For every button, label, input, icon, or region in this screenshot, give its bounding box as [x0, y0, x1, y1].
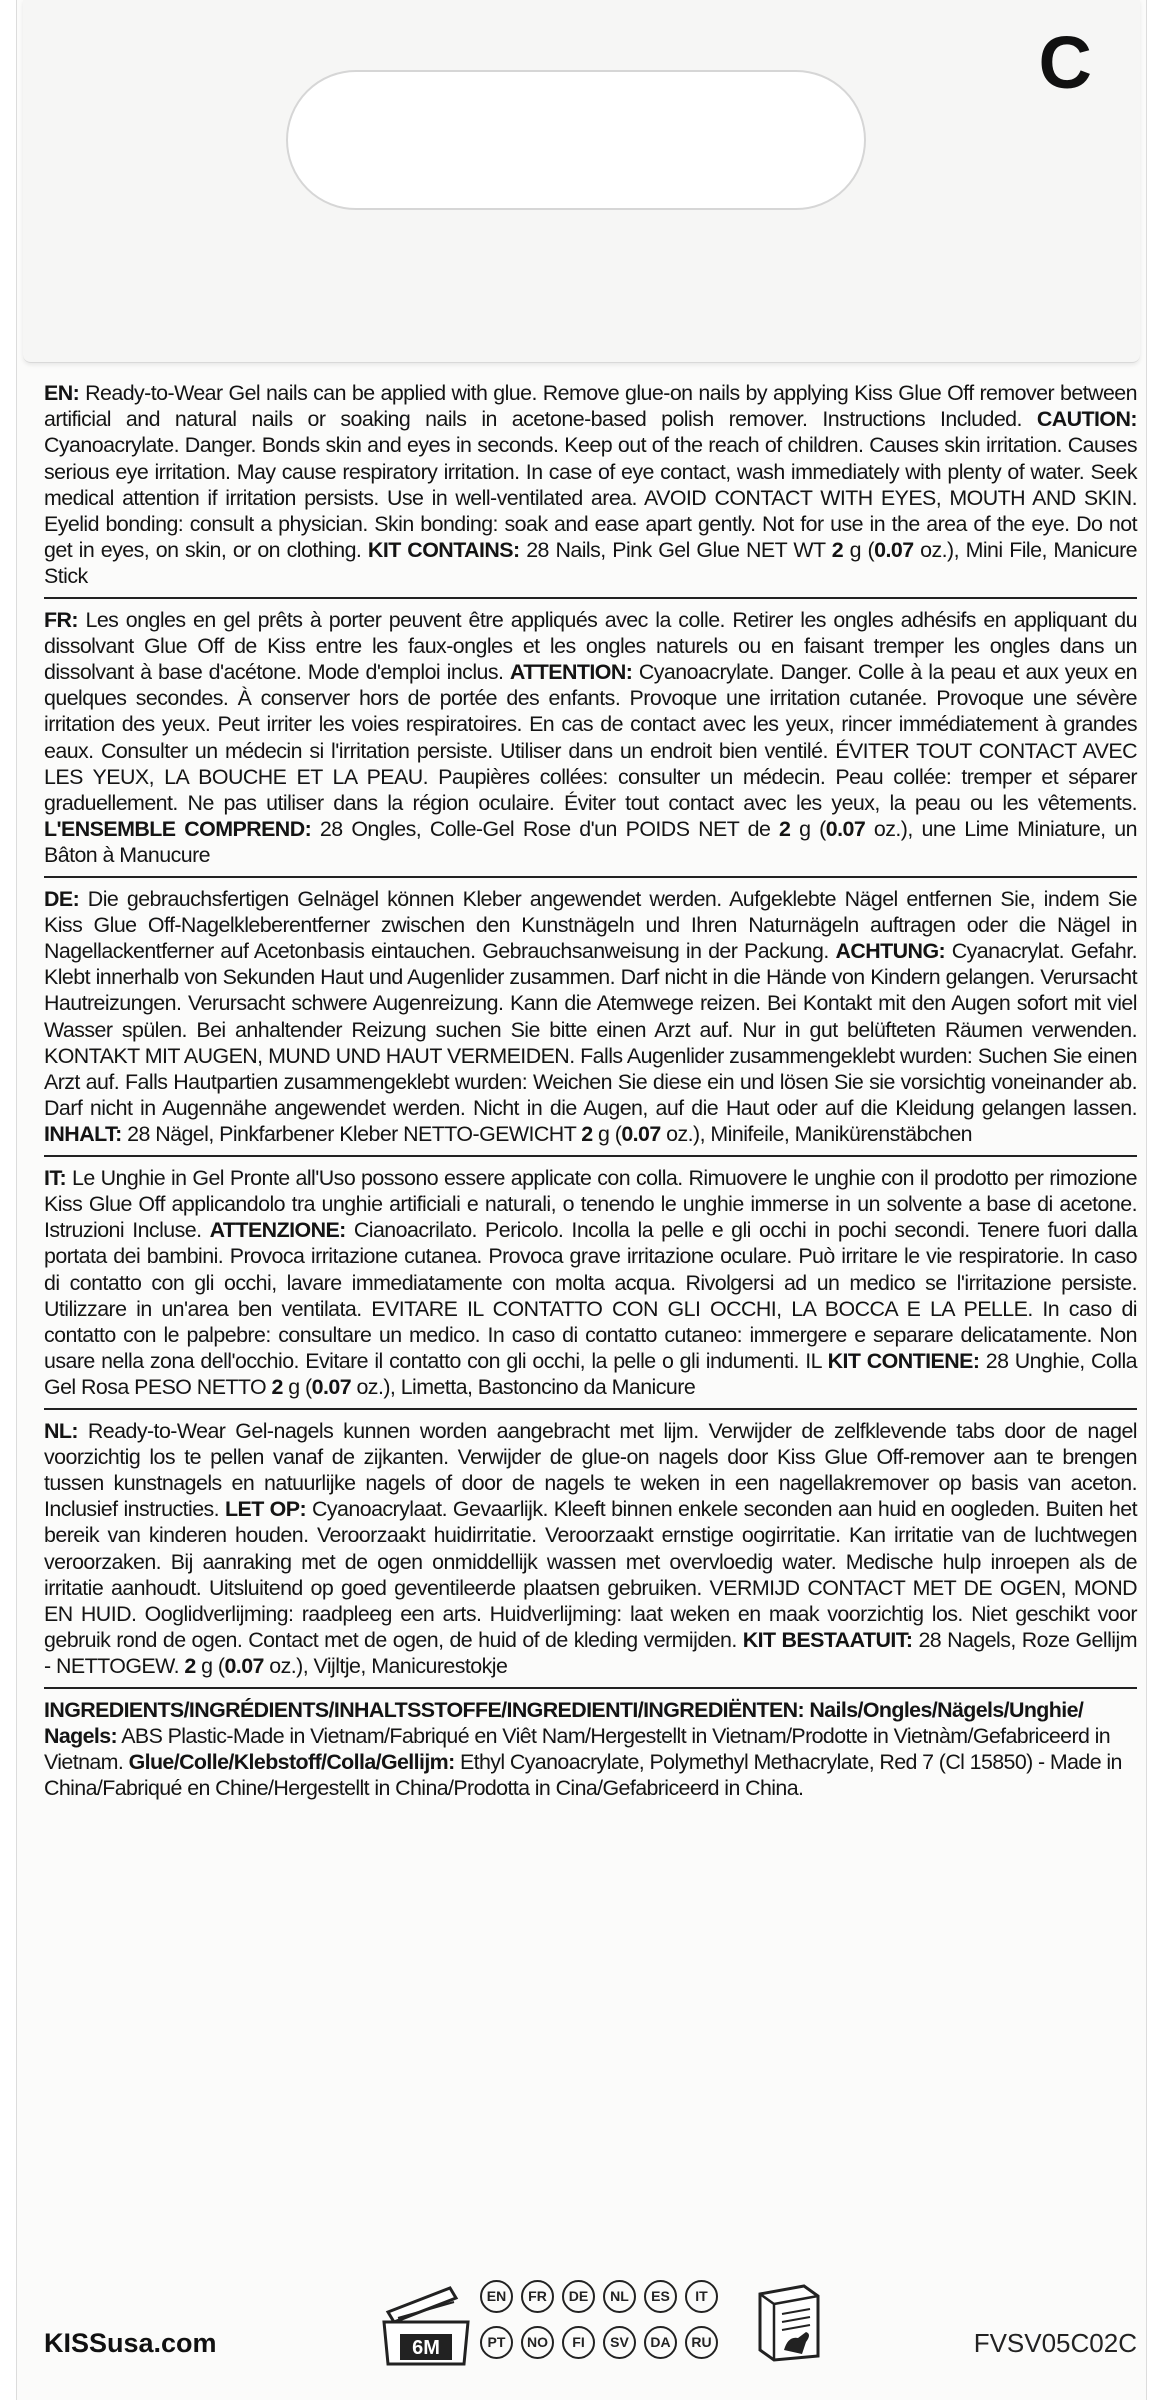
lang-badge-fr: FR	[521, 2280, 554, 2313]
variant-letter: C	[1038, 21, 1092, 104]
ingredients-heading: INGREDIENTS/INGRÉDIENTS/INHALTSSTOFFE/INGREDIENTI/INGREDIËNTEN: Nails/Ongles/Nägels/Unghie/ Nagels:	[44, 1697, 1084, 1748]
section-fr-text: FR: Les ongles en gel prêts à porter peuvent être appliqués avec la colle. Retirer les ongles adhésifs en appliquant du dissolvant Glue Off de Kiss entre les faux-ongles et les ongles naturels ou en faisant tremper les ongles dans un dissolvant à base d'acétone. Mode d'emploi inclus. ATTENTION: Cyanoacrylate. Danger. Colle à la peau et aux yeux en quelques secondes. À conserver hors de portée des enfants. Provoque une irritation cutanée. Provoque une sévère irritation des yeux. Peut irriter les voies respiratoires. En cas de contact avec les yeux, rincer immédiatement à grandes eaux. Consulter un médecin si l'irritation persiste. Utiliser dans un endroit bien ventilé. ÉVITER TOUT CONTACT AVEC LES YEUX, LA BOUCHE ET LA PEAU. Paupières collées: consulter un médecin. Peau collée: tremper et séparer graduellement. Ne pas utiliser dans la région oculaire. Éviter tout contact avec les yeux, la peau ou les vêtements. L'ENSEMBLE COMPREND: 28 Ongles, Colle-Gel Rose d'un POIDS NET de 2 g (0.07 oz.), une Lime Miniature, un Bâton à Manucure	[44, 607, 1137, 868]
contents-label: KIT CONTIENE:	[827, 1349, 980, 1374]
pao-label: 6M	[412, 2337, 440, 2359]
ingredients-text: INGREDIENTS/INGRÉDIENTS/INHALTSSTOFFE/INGREDIENTI/INGREDIËNTEN: Nails/Ongles/Nägels/Unghie/ Nagels: ABS Plastic-Made in Vietnam/Fabriqué en Viêt Nam/Hergestellt in Vietnam/Prodotte in Vietnàm/Gefabriceerd in Vietnam. Glue/Colle/Klebstoff/Colla/Gellijm: Ethyl Cyanoacrylate, Polymethyl Methacrylate, Red 7 (Cl 15850) - Made in China/Fabriqué en Chine/Hergestellt in China/Prodotta in Cina/Gefabriceerd in China.	[44, 1697, 1122, 1801]
section-en-text: EN: Ready-to-Wear Gel nails can be applied with glue. Remove glue-on nails by applying Kiss Glue Off remover between artificial and natural nails or soaking nails in acetone-based polish remover. Instructions Included. CAUTION: Cyanoacrylate. Danger. Bonds skin and eyes in seconds. Keep out of the reach of children. Causes skin irritation. Causes serious eye irritation. May cause respiratory irritation. In case of eye contact, wash immediately with plenty of water. Seek medical attention if irritation persists. Use in well-ventilated area. AVOID CONTACT WITH EYES, MOUTH AND SKIN. Eyelid bonding: consult a physician. Skin bonding: soak and ease apart gently. Not for use in the area of the eye. Do not get in eyes, on skin, or on clothing. KIT CONTAINS: 28 Nails, Pink Gel Glue NET WT 2 g (0.07 oz.), Mini File, Manicure Stick	[44, 381, 1138, 589]
lang-badge-sv: SV	[603, 2326, 636, 2359]
section-fr	[44, 603, 1137, 878]
glue-label: Glue/Colle/Klebstoff/Colla/Gellijm:	[128, 1749, 455, 1774]
section-it	[44, 1161, 1137, 1410]
lang-badge-it: IT	[685, 2280, 718, 2313]
lang-badge-da: DA	[644, 2326, 677, 2359]
lang-badge-no: NO	[521, 2326, 554, 2359]
section-en	[44, 376, 1137, 599]
lang-label: FR:	[44, 607, 78, 632]
section-de	[44, 882, 1137, 1157]
lang-badge-pt: PT	[480, 2326, 513, 2359]
lang-badge-es: ES	[644, 2280, 677, 2313]
ingredients-section	[44, 1693, 1137, 1802]
caution-label: CAUTION:	[1036, 407, 1137, 432]
contents-label: KIT CONTAINS:	[367, 538, 520, 563]
hang-hole	[286, 70, 866, 210]
caution-label: LET OP:	[225, 1497, 307, 1522]
lang-badge-ru: RU	[685, 2326, 718, 2359]
language-badges	[480, 2280, 780, 2366]
lang-label: IT:	[44, 1165, 67, 1190]
booklet-instructions-icon	[754, 2280, 824, 2362]
section-nl-text: NL: Ready-to-Wear Gel-nagels kunnen worden aangebracht met lijm. Verwijder de zelfklevende tabs door de nagel voorzichtig los te pellen vanaf de zijkanten. Verwijder de glue-on nagels door Kiss Glue Off-remover aan te brengen tussen kunstnagels en natuurlijke nagels of door de nagels te weken in een nagellakremover op basis van aceton. Inclusief instructies. LET OP: Cyanoacrylaat. Gevaarlijk. Kleeft binnen enkele seconden aan huid en oogleden. Buiten het bereik van kinderen houden. Veroorzaakt huidirritatie. Veroorzaakt ernstige oogirritatie. Kan irritatie van de luchtwegen veroorzaken. Bij aanraking met de ogen onmiddellijk wassen met overvloedig water. Medische hulp inroepen als de irritatie aanhoudt. Uitsluitend op goed geventileerde plaatsen gebruiken. VERMIJD CONTACT MET DE OGEN, MOND EN HUID. Ooglidverlijming: raadpleeg een arts. Huidverlijming: laat weken en maak voorzichtig los. Niet geschikt voor gebruik rond de ogen. Contact met de ogen, de huid of de kleding vermijden. KIT BESTAATUIT: 28 Nagels, Roze Gellijm - NETTOGEW. 2 g (0.07 oz.), Vijltje, Manicurestokje	[44, 1418, 1137, 1679]
section-nl	[44, 1414, 1137, 1689]
lang-label: DE:	[44, 886, 80, 911]
footer	[44, 2270, 1137, 2370]
section-de-text: DE: Die gebrauchsfertigen Gelnägel können Kleber angewendet werden. Aufgeklebte Nägel entfernen Sie, indem Sie Kiss Glue Off-Nagelkleberentferner zwischen den Kunstnägeln und Ihren Naturnägeln auftragen oder die Nägel in Nagellackentferner auf Acetonbasis eintauchen. Gebrauchsanweisung in der Packung. ACHTUNG: Cyanacrylat. Gefahr. Klebt innerhalb von Sekunden Haut und Augenlider zusammen. Darf nicht in die Hände von Kindern gelangen. Verursacht Hautreizungen. Verursacht schwere Augenreizung. Kann die Atemwege reizen. Bei Kontakt mit den Augen sofort mit viel Wasser spülen. Bei anhaltender Reizung suchen Sie bitte einen Arzt auf. Nur in gut belüfteten Räumen verwenden. KONTAKT MIT AUGEN, MUND UND HAUT VERMEIDEN. Falls Augenlider zusammengeklebt wurden: Suchen Sie einen Arzt auf. Falls Hautpartien zusammengeklebt wurden: Weichen Sie diese ein und lösen Sie sie vorsichtig voneinander ab. Darf nicht in Augennähe angewendet werden. Nicht in die Augen, auf die Haut oder auf die Kleidung gelangen lassen. INHALT: 28 Nägel, Pinkfarbener Kleber NETTO-GEWICHT 2 g (0.07 oz.), Minifeile, Manikürenstäbchen	[44, 886, 1138, 1147]
lang-badge-de: DE	[562, 2280, 595, 2313]
contents-label: INHALT:	[44, 1122, 122, 1147]
lang-badge-nl: NL	[603, 2280, 636, 2313]
contents-label: L'ENSEMBLE COMPREND:	[44, 817, 312, 842]
product-code: FVSV05C02C	[973, 2328, 1137, 2358]
instructions-content	[44, 376, 1137, 1801]
lang-badge-fi: FI	[562, 2326, 595, 2359]
lang-label: NL:	[44, 1418, 78, 1443]
caution-label: ATTENZIONE:	[209, 1218, 346, 1243]
caution-label: ATTENTION:	[509, 660, 633, 685]
website-link[interactable]: KISSusa.com	[44, 2328, 217, 2358]
caution-label: ACHTUNG:	[835, 939, 946, 964]
pao-jar-icon	[378, 2278, 474, 2366]
lang-badge-en: EN	[480, 2280, 513, 2313]
contents-label: KIT BESTAATUIT:	[742, 1628, 913, 1653]
section-it-text: IT: Le Unghie in Gel Pronte all'Uso possono essere applicate con colla. Rimuovere le unghie con il prodotto per rimozione Kiss Glue Off applicandolo tra unghie artificiali e naturali, o tenendo le unghie immerse in un solvente a base di acetone. Istruzioni Incluse. ATTENZIONE: Cianoacrilato. Pericolo. Incolla la pelle e gli occhi in pochi secondi. Tenere fuori dalla portata dei bambini. Provoca irritazione cutanea. Provoca grave irritazione oculare. Può irritare le vie respiratorie. In caso di contatto con gli occhi, lavare immediatamente con molta acqua. Rivolgersi ad un medico se l'irritazione persiste. Utilizzare in un'area ben ventilata. EVITARE IL CONTATTO CON GLI OCCHI, LA BOCCA E LA PELLE. In caso di contatto con le palpebre: consultare un medico. In caso di contatto cutaneo: immergere e separare delicatamente. Non usare nella zona dell'occhio. Evitare il contatto con gli occhi, la pelle o gli indumenti. IL KIT CONTIENE: 28 Unghie, Colla Gel Rosa PESO NETTO 2 g (0.07 oz.), Limetta, Bastoncino da Manicure	[44, 1165, 1137, 1400]
top-panel	[23, 0, 1140, 363]
lang-label: EN:	[44, 381, 80, 405]
